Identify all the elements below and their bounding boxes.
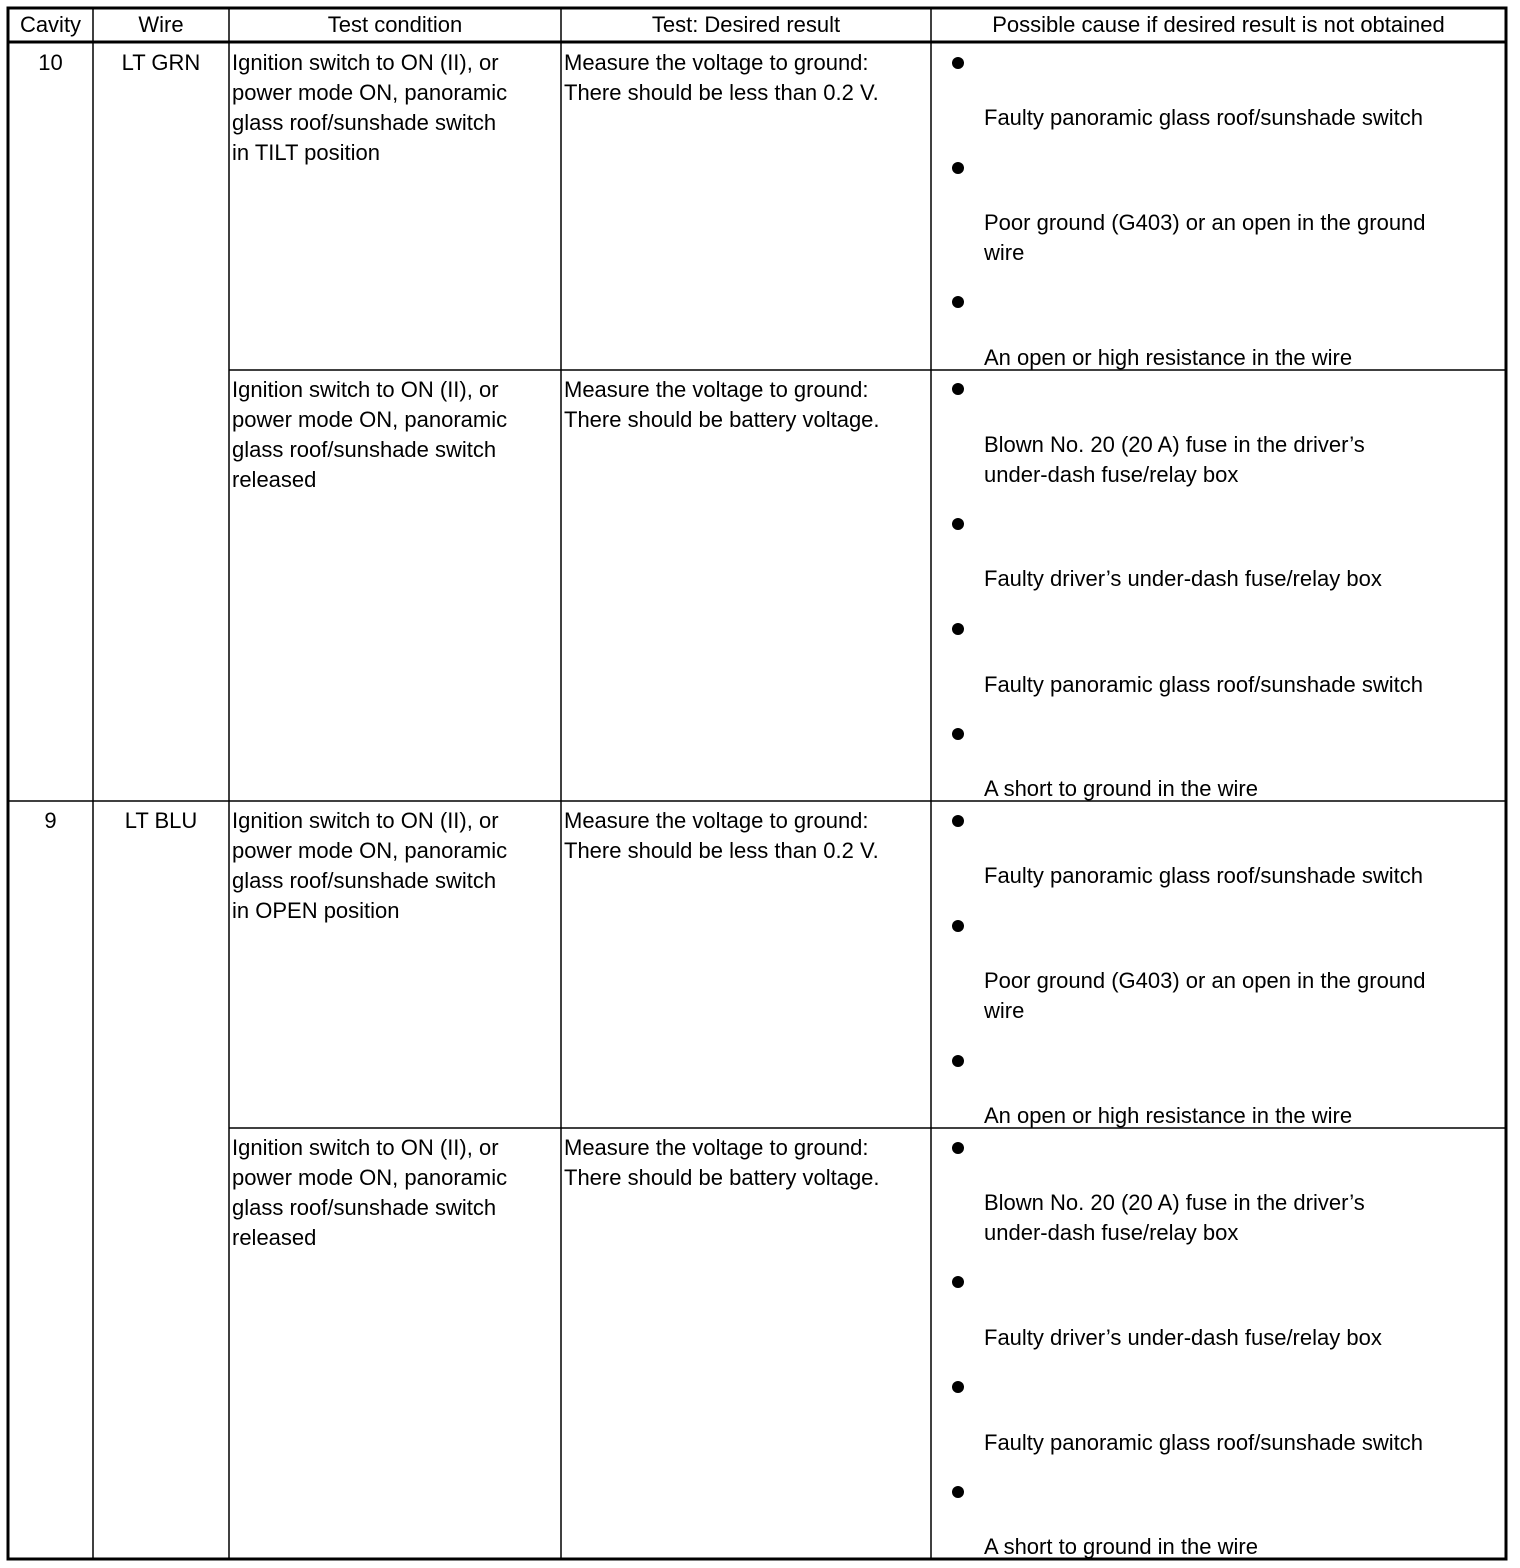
bullet-icon [952, 815, 964, 827]
test-condition-cell: Ignition switch to ON (II), or power mode ON, panoramic glass roof/sunshade switch released [232, 1135, 508, 1250]
bullet-icon [952, 383, 964, 395]
cause-item: Poor ground (G403) or an open in the ground wire [984, 210, 1426, 265]
bullet-icon [952, 518, 964, 530]
cause-item: Faulty driver’s under-dash fuse/relay box [984, 566, 1382, 591]
wire-cell: LT GRN [121, 50, 201, 75]
header-desired-result: Test: Desired result [651, 12, 841, 37]
cause-item: Faulty panoramic glass roof/sunshade switch [984, 105, 1423, 130]
bullet-icon [952, 728, 964, 740]
bullet-icon [952, 57, 964, 69]
cause-item: Poor ground (G403) or an open in the ground wire [984, 968, 1426, 1023]
header-wire: Wire [138, 12, 184, 37]
header-possible-cause: Possible cause if desired result is not obtained [992, 12, 1445, 37]
bullet-icon [952, 1486, 964, 1498]
bullet-icon [952, 1142, 964, 1154]
cavity-cell: 9 [44, 808, 57, 833]
cavity-cell: 10 [38, 50, 63, 75]
bullet-icon [952, 296, 964, 308]
header-test-condition: Test condition [327, 12, 463, 37]
cause-item: Faulty panoramic glass roof/sunshade switch [984, 1430, 1423, 1455]
test-condition-cell: Ignition switch to ON (II), or power mode ON, panoramic glass roof/sunshade switch in TILT position [232, 50, 508, 165]
bullet-icon [952, 1381, 964, 1393]
bullet-icon [952, 623, 964, 635]
header-cavity: Cavity [19, 12, 82, 37]
cause-item: Faulty driver’s under-dash fuse/relay box [984, 1325, 1382, 1350]
cause-item: A short to ground in the wire [984, 1534, 1258, 1559]
cause-item: An open or high resistance in the wire [984, 1103, 1353, 1128]
desired-result-cell: Measure the voltage to ground: There should be battery voltage. [564, 377, 880, 432]
cause-item: A short to ground in the wire [984, 776, 1258, 801]
test-condition-cell: Ignition switch to ON (II), or power mode ON, panoramic glass roof/sunshade switch in OPEN position [232, 808, 508, 923]
bullet-icon [952, 1276, 964, 1288]
cause-item: Blown No. 20 (20 A) fuse in the driver’s under-dash fuse/relay box [984, 432, 1365, 487]
bullet-icon [952, 920, 964, 932]
cause-item: Blown No. 20 (20 A) fuse in the driver’s under-dash fuse/relay box [984, 1190, 1365, 1245]
bullet-icon [952, 1055, 964, 1067]
cause-item: Faulty panoramic glass roof/sunshade switch [984, 863, 1423, 888]
test-condition-cell: Ignition switch to ON (II), or power mode ON, panoramic glass roof/sunshade switch released [232, 377, 508, 492]
cause-item: Faulty panoramic glass roof/sunshade switch [984, 672, 1423, 697]
bullet-icon [952, 162, 964, 174]
desired-result-cell: Measure the voltage to ground: There should be less than 0.2 V. [564, 50, 879, 105]
wire-cell: LT BLU [124, 808, 198, 833]
desired-result-cell: Measure the voltage to ground: There should be less than 0.2 V. [564, 808, 879, 863]
cause-item: An open or high resistance in the wire [984, 345, 1353, 370]
desired-result-cell: Measure the voltage to ground: There should be battery voltage. [564, 1135, 880, 1190]
